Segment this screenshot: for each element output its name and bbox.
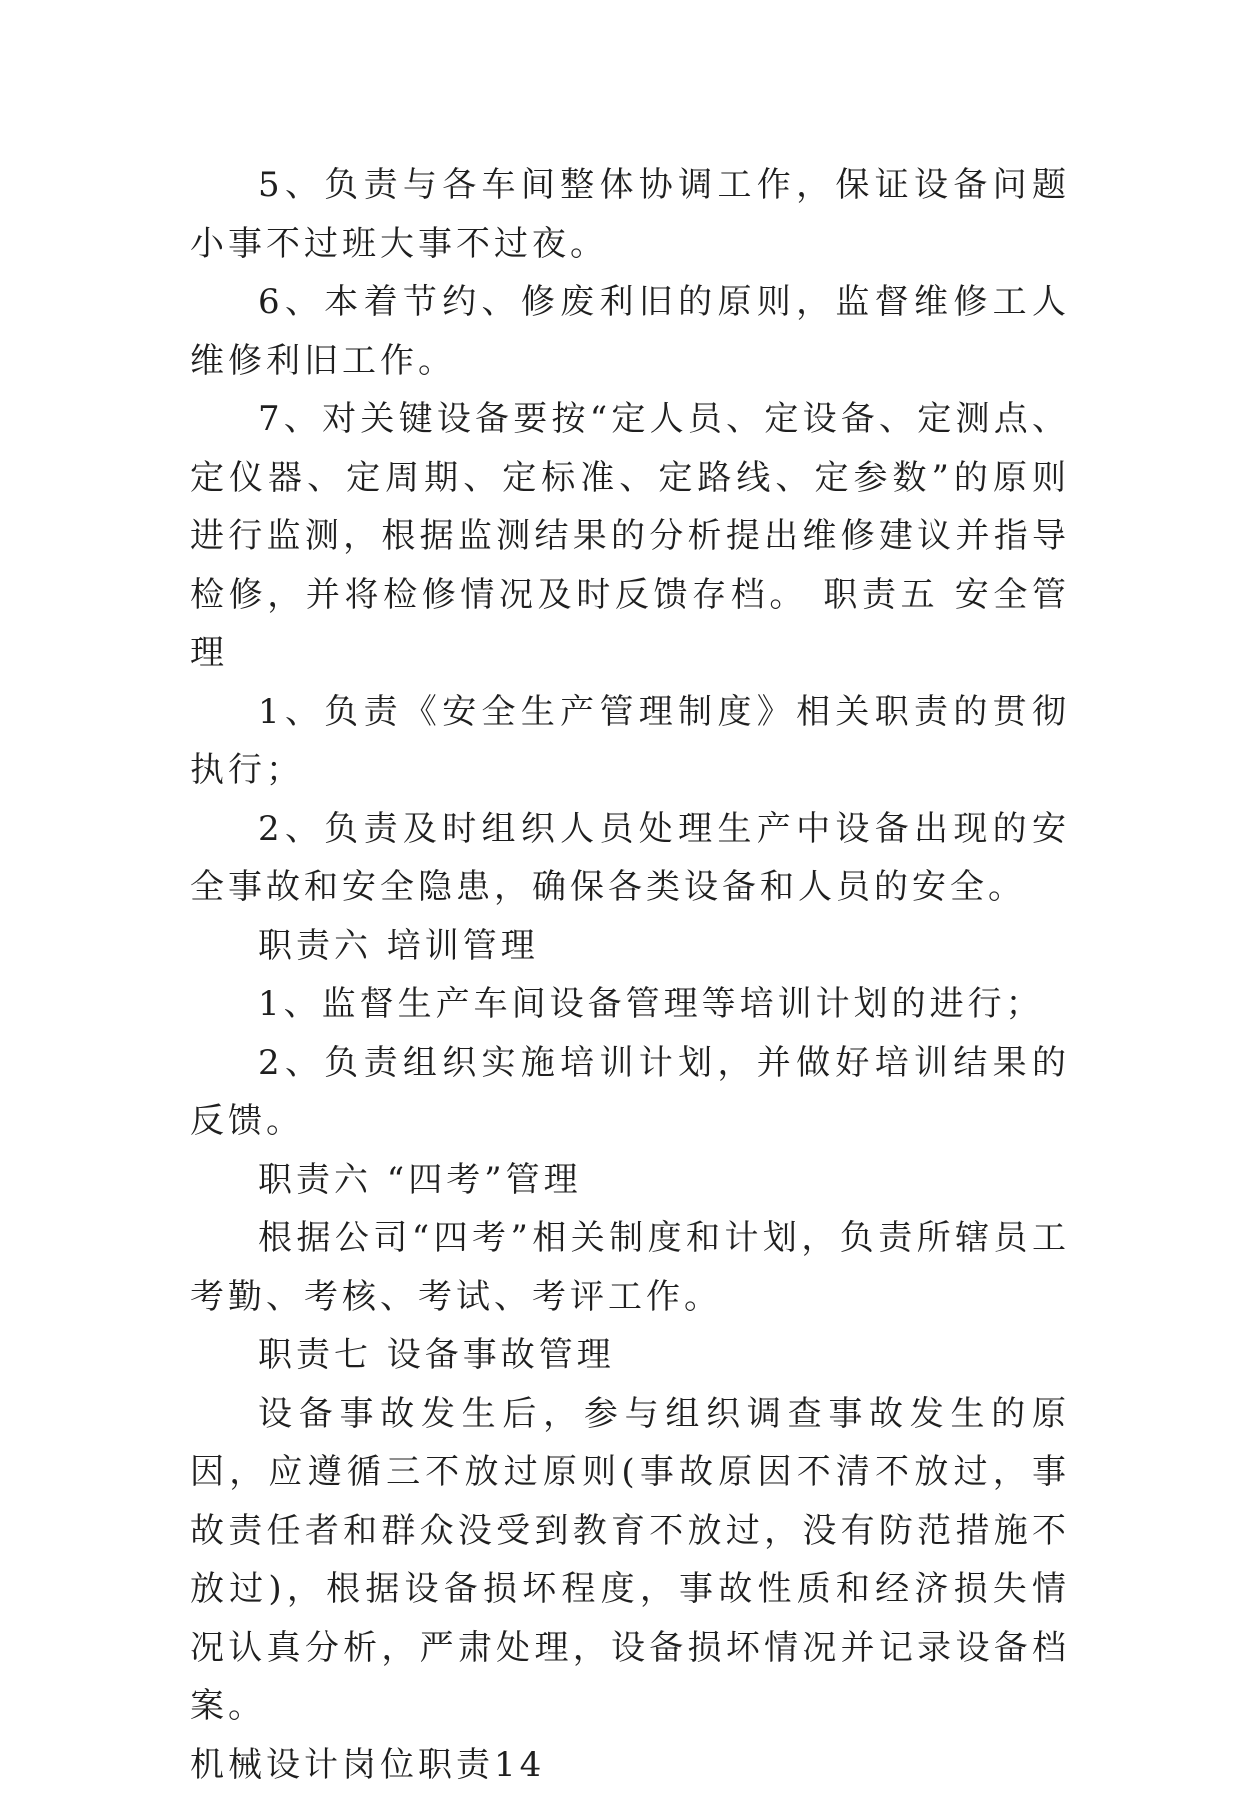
paragraph-item-7: 7、对关键设备要按“定人员、定设备、定测点、定仪器、定周期、定标准、定路线、定参数”的原则进行监测，根据监测结果的分析提出维修建议并指导检修，并将检修情况及时反馈存档。 职责五 安全管理 [190,390,1070,683]
paragraph-training-2: 2、负责组织实施培训计划，并做好培训结果的反馈。 [190,1034,1070,1151]
paragraph-item-6: 6、本着节约、修废利旧的原则，监督维修工人维修利旧工作。 [190,273,1070,390]
paragraph-four-checks: 根据公司“四考”相关制度和计划，负责所辖员工考勤、考核、考试、考评工作。 [190,1209,1070,1326]
paragraph-safety-1: 1、负责《安全生产管理制度》相关职责的贯彻执行； [190,683,1070,800]
document-body [190,156,1070,1794]
section-heading-four-checks: 职责六 “四考”管理 [190,1151,1070,1210]
paragraph-accident: 设备事故发生后，参与组织调查事故发生的原因，应遵循三不放过原则(事故原因不清不放过，事故责任者和群众没受到教育不放过，没有防范措施不放过)，根据设备损坏程度，事故性质和经济损失情况认真分析，严肃处理，设备损坏情况并记录设备档案。 [190,1385,1070,1736]
paragraph-safety-2: 2、负责及时组织人员处理生产中设备出现的安全事故和安全隐患，确保各类设备和人员的安全。 [190,800,1070,917]
paragraph-item-5: 5、负责与各车间整体协调工作，保证设备问题小事不过班大事不过夜。 [190,156,1070,273]
section-heading-training: 职责六 培训管理 [190,917,1070,976]
paragraph-training-1: 1、监督生产车间设备管理等培训计划的进行； [190,975,1070,1034]
section-heading-accident: 职责七 设备事故管理 [190,1326,1070,1385]
document-title-next: 机械设计岗位职责14 [190,1736,1070,1794]
